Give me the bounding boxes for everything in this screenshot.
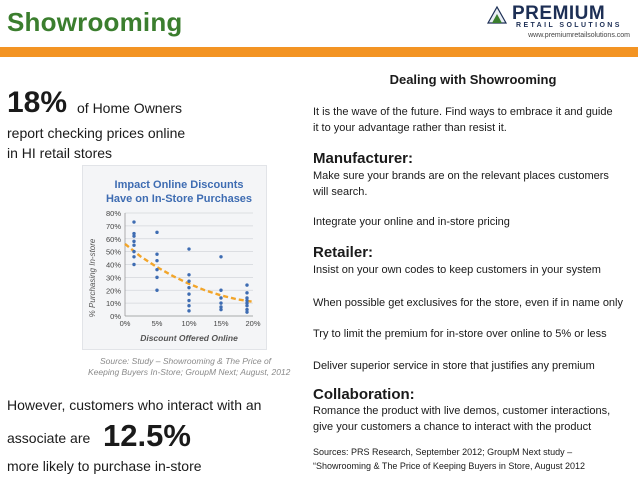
scatter-point [132,243,135,246]
scatter-point [155,276,158,279]
scatter-point [132,220,135,223]
scatter-point [245,291,248,294]
x-tick-label: 5% [151,319,163,328]
y-tick-label: 80% [105,209,121,218]
collaboration-heading: Collaboration: [313,386,415,403]
scatter-point [155,259,158,262]
scatter-point [187,286,190,289]
stat-associate-value: 12.5% [103,418,191,453]
y-tick-label: 30% [105,273,121,283]
chart-panel [82,165,267,350]
chart-source-line2: Keeping Buyers In-Store; GroupM Next; August, 2012 [88,367,291,377]
scatter-point [187,304,190,307]
manufacturer-tip2: Integrate your online and in-store pricing [313,216,510,228]
scatter-point [219,289,222,292]
y-tick-label: 40% [105,260,121,270]
retailer-tip2: When possible get exclusives for the store, even if in name only [313,297,623,309]
retailer-tip3: Try to limit the premium for in-store over online to 5% or less [313,328,607,340]
stat-home-owners-line2: report checking prices online [7,125,186,141]
chart-x-label: Discount Offered Online [140,333,238,343]
stat-associate-line1: However, customers who interact with an [7,397,262,413]
page-title: Showrooming [7,7,183,37]
scatter-point [187,292,190,295]
y-tick-label: 20% [105,286,121,296]
collaboration-tip-line2: give your customers a chance to interact with the product [313,421,592,433]
scatter-point [187,299,190,302]
chart-title-line1: Impact Online Discounts [114,179,244,191]
scatter-point [132,263,135,266]
manufacturer-tip1-line1: Make sure your brands are on the relevant places customers [313,170,609,182]
logo-name: PREMIUM [512,3,606,24]
retailer-tip1: Insist on your own codes to keep customers in your system [313,264,601,276]
scatter-point [245,304,248,307]
retailer-tip4: Deliver superior service in store that justifies any premium [313,360,595,372]
intro-line1: It is the wave of the future. Find ways to embrace it and guide [313,106,613,118]
scatter-point [219,308,222,311]
chart-title-line2: Have on In-Store Purchases [105,193,253,205]
scatter-point [219,255,222,258]
logo-subtitle: RETAIL SOLUTIONS [516,22,622,29]
y-tick-label: 0% [110,312,121,321]
y-tick-label: 70% [105,221,121,231]
chart-source-line1: Source: Study – Showrooming & The Price of [100,356,272,366]
header [0,0,638,44]
chart-y-label: % Purchasing In-store [88,238,97,318]
logo-icon [486,5,508,25]
scatter-point [245,283,248,286]
stat-associate-line3: more likely to purchase in-store [7,458,202,474]
scatter-point [187,247,190,250]
y-tick-label: 60% [105,234,121,244]
manufacturer-tip1-line2: will search. [313,186,368,198]
scatter-point [155,289,158,292]
scatter-point [219,301,222,304]
y-tick-label: 50% [105,247,121,257]
y-tick-label: 10% [105,299,121,309]
scatter-point [219,296,222,299]
scatter-point [132,250,135,253]
intro-line2: it to your advantage rather than resist it. [313,122,507,134]
scatter-point [187,309,190,312]
scatter-point [132,255,135,258]
scatter-point [245,310,248,313]
stat-home-owners-line3: in HI retail stores [7,145,113,161]
sources-line2: “Showrooming & The Price of Keeping Buyers in Store, August 2012 [313,461,585,471]
scatter-point [155,268,158,271]
collaboration-tip-line1: Romance the product with live demos, customer interactions, [313,405,611,417]
manufacturer-heading: Manufacturer: [313,150,414,167]
sources-line1: Sources: PRS Research, September 2012; GroupM Next study – [313,447,573,457]
stat-home-owners-label: of Home Owners [77,100,183,116]
retailer-heading: Retailer: [313,244,374,261]
x-tick-label: 15% [213,319,229,328]
scatter-point [155,253,158,256]
logo-url[interactable]: www.premiumretailsolutions.com [528,32,630,39]
stat-home-owners-value: 18% [7,86,68,119]
x-tick-label: 10% [181,319,197,328]
logo [480,3,630,41]
x-tick-label: 20% [245,319,261,328]
header-divider [0,47,638,57]
right-heading: Dealing with Showrooming [389,72,557,87]
discount-scatter-chart [83,166,268,351]
scatter-point [155,231,158,234]
x-tick-label: 0% [119,319,131,328]
scatter-point [187,280,190,283]
scatter-point [132,234,135,237]
stat-associate-prefix: associate are [7,430,91,446]
scatter-point [187,273,190,276]
scatter-point [132,240,135,243]
